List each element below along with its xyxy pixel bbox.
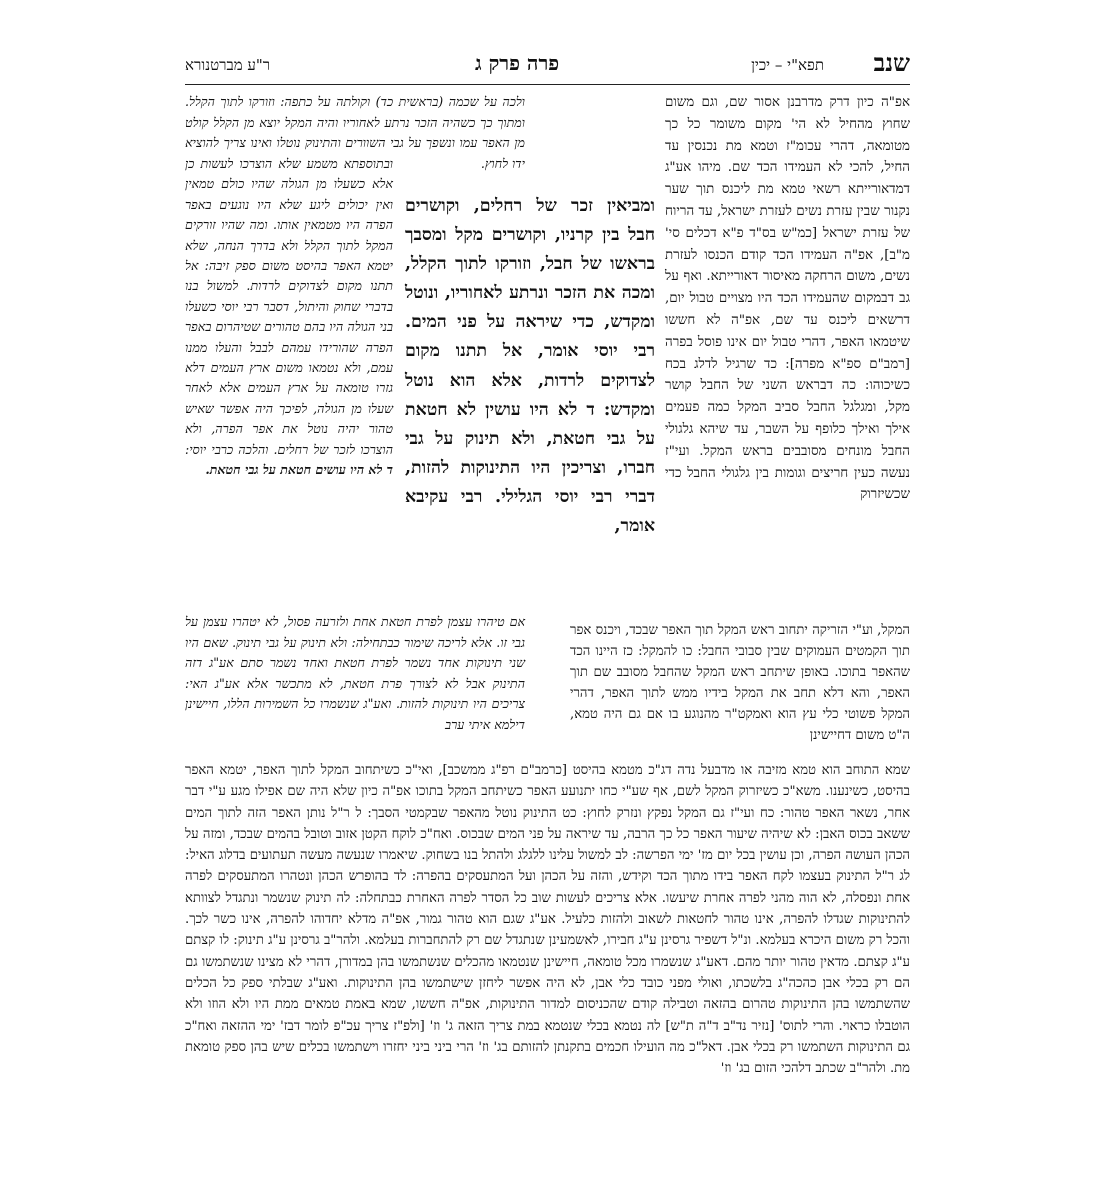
bartenura-side-column	[185, 154, 393, 604]
header-rule	[185, 84, 910, 85]
page-header	[185, 48, 910, 88]
bartenura-side-d-label: ד	[386, 462, 393, 478]
mishnah-text	[405, 192, 655, 612]
mishnah-section-d: לא היו עושין לא חטאת על גבי חטאת, ולא תינוק על גבי חברו, וצריכין היו התינוקות להזות, דברי רבי יוסי הגלילי. רבי עקיבא אומר,	[405, 399, 655, 537]
bartenura-top: ולכה על שכמה (בראשית כד) וקולתה על כתפה: וזורקו לתוך הקלל. ומתוך כך כשהיה הזכר נרתע לאחוריו והיה המקל יוצא מן הקלל קולט מן האפר עמו ונשפך על גבי השוורים והתינוק נוטלו ואינו צריך להוציא ידו לחוץ.	[185, 94, 525, 171]
header-commentary-right: ר"ע מברטנורא	[185, 56, 271, 74]
tiferet-yisrael-middle: המקל, וע"י הזריקה יתחוב ראש המקל תוך האפר שבכד, ויכנס אפר תוך הקמטים העמוקים שבין סבובי החבל: כו להמקל: כז היינו הכד שהאפר בתוכו. באופן שיתחב ראש המקל שהחבל מסובב שם תוך האפר, והא דלא תחב את המקל בידיו ממש לתוך האפר, דהרי המקל פשוטי כלי עץ הוא ואמקט"ר מהנוגע בו אם גם היה טמא, ה"ט משום דחיישינן	[570, 623, 910, 743]
tiferet-yisrael-top: אפ"ה כיון דרק מדרבנן אסור שם, וגם משום שחוץ מהחיל לא הי' מקום משומר כל כך מטומאה, דהרי עכומ"ז וטמא מת נכנסין עד החיל, להכי לא העמידו הכד שם. מיהו אע"ג דמדאורייתא רשאי טמא מת ליכנס תוך שער נקנור שבין עזרת נשים לעזרת ישראל, עד הריוח של עזרת ישראל [כמ"ש בס"ד פ"א דכלים סי' מ"ב], אפ"ה העמידו הכד קודם הכנסו לעזרת נשים, משום הרחקה מאיסור דאורייתא. ואף על גב דבמקום שהעמידו הכד היו מצויים טבול יום, דרשאים ליכנס עד שם, אפ"ה לא חששו שיטמאו האפר, דהרי טבול יום אינו פוסל בפרה [רמב"ם ספ"א מפרה]: כד שרגיל לדלג בכח כשיכוהו: כה דבראש השני של החבל קושר מקל, ומגלגל החבל סביב המקל כמה פעמים אילך ואילך כלופף על השבר, עד שיהא גלגולי החבל מונחים מסובבים בראש המקל. ועי"ז נעשה כעין חריצים וגומות בין גלגולי החבל כדי שכשיזרוק	[665, 95, 910, 503]
page-number: שנב	[873, 48, 910, 77]
header-commentary-left: תפא"י – יכין	[751, 56, 824, 74]
bartenura-side-d-text: לא היו עושים חטאת על גבי חטאת.	[205, 462, 383, 478]
bartenura-middle: אם טיהרו עצמן לפרת חטאת אחת ולזרעה פסול, לא יטהרו עצמן על גבי זו. אלא לריכה שימור כבתחילה: ולא תינוק על גבי תינוק. שאם היו שני תינוקות אחד נשמר לפרת חטאת ואחד נשמר סתם אע"ג דזה התינוק אבל לא לצורך פרת חטאת, לא מתכשר אלא אע"ג האי: צריכים היו תינוקות להזות. ואע"ג שנשמרו כל השמירות הללו, חיישינן דילמא איתי ערב	[185, 614, 525, 732]
mishnah-section-d-label: ד	[586, 399, 595, 420]
header-title: פרה פרק ג	[475, 51, 560, 75]
bartenura-side-text: ובתוספתא משמע שלא הוצרכו לעשות כן אלא כשעלו מן הגולה שהיו כולם טמאין ואין יכולים ליגע שלא היו נוגעים באפר הפרה היו מטמאין אותו. ומה שהיו זורקים המקל לתוך הקלל ולא בדרך הנחה, שלא יטמא האפר בהיסט משום ספק זיבה: אל תתנו מקום לצדוקים לרדות. למשול בנו בדברי שחוק והיתול, דסבר רבי יוסי כשעלו בני הגולה היו בהם טהורים שטיהרום באפר הפרה שהורידו עמהם לבבל והעלו ממנו עמם, ולא נטמאו משום ארץ העמים דלא גזרו טומאה על ארץ העמים אלא לאחר שעלו מן הגולה, לפיכך היה אפשר שאיש טהור יהיה נוטל את אפר הפרה, ולא הוצרכו לזכר של רחלים. והלכה כרבי יוסי:	[185, 156, 393, 457]
mishnah-body: ומביאין זכר של רחלים, וקושרים חבל בין קרניו, וקושרים מקל ומסבך בראשו של חבל, וזורקו לתוך הקלל, ומכה את הזכר ונרתע לאחוריו, ונוטל ומקדש, כדי שיראה על פני המים. רבי יוסי אומר, אל תתנו מקום לצדוקים לרדות, אלא הוא נוטל ומקדש:	[405, 196, 655, 420]
tiferet-yisrael-bottom: שמא התוחב הוא טמא מזיבה או מדבעל נדה דג"כ מטמא בהיסט [כרמב"ם רפ"ג ממשכב], ואי"כ כשיתחוב המקל לתוך האפר, יטמא האפר בהיסט, כשינענו. משא"כ כשיזרוק המקל לשם, אף שע"י כחו יתנועע האפר כשיתחב המקל בתוכו אפ"ה כיון שלא היה שם אפילו מגע ע"י דבר אחר, נשאר האפר טהור: כח ועי"ז גם המקל נפקץ ונזרק לחוץ: כט התינוק נוטל מהאפר שבקמטי הסבך: ל ר"ל נותן האפר הזה לתוך המים ששאב בכוס האבן: לא שיהיה שיעור האפר כל כך הרבה, עד שיראה על פני המים שבכוס. ואח"כ לוקח הקטן אזוב וטובל בהמים שבכד, ומזה על הכהן העושה הפרה, וכן עושין בכל יום מז' ימי הפרשה: לב למשול עלינו ללגלג ולהתל בנו בשחוק. שיאמרו שנעשה מעשה תעתועים בדלוג האיל: לג ר"ל התינוק בעצמו לקח האפר בידו מתוך הכד וקידש, והזה על הכהן ועל המתעסקים בהפרה: לד בהופרש הכהן ונטהרו המתעסקים לפרה אחת ונפסלה, לא הוה מהני לפרה אחרת שיעשו. אלא צריכים לעשות שוב כל הסדר לפרה האחרת כבתחלה: לה תינוק שנשמר ונתגדל לצוותא להתינוקות שגדלו להפרה, אינו טהור לחטאות לשאוב ולהזות כלעיל. אע"ג שגם הוא טהור גמור, אפ"ה מדלא יחדוהו להפרה, אינו כשר לכך. והכל רק משום היכרא בעלמא. ונ"ל דשפיר גרסינן ע"ג חבירו, לאשמעינן שנתגדל שם רק להתחברות בעלמא. ולהר"ב גרסינן ע"ג תינוק: לו קצתם ע"ג קצתם. מדאין טהור יותר מהם. דאע"ג שנשמרו מכל טומאה, חיישינן שנטמאו מהכלים שנשתמשו בהן במדורן, דהרי לא מצינו שנשתמשו גם הם רק בכלי אבן כהכה"ג בלשכתו, ואולי מפני כובד כלי אבן, לא היה אפשר ליחזן שישתמשו בהן התינוקות. ואע"ג שבלתי ספק כל הכלים שהשתמשו בהן התינוקות טהרום בהזאה וטבילה קודם שהכניסום למדור התינוקות, אפ"ה חששו, שמא באמת טמאים ממת היו ולא הוזו ולא הוטבלו כראוי. והרי לתוס' [נזיר נד"ב ד"ה ת"ש] לה נטמא בכלי שנטמא במת צריך הזאה ג' וז' [ולפ"ז צריך עכ"פ לומר דבז' ימי ההזאה ואח"כ גם התינוקות השתמשו רק בכלי אבן. דאל"כ מה הועילו חכמים בתקנתן להזותם בג' וז' הרי ביני ביני יחזרו וישתמשו בכלים שיש בהן ספק טומאת מת. ולהר"ב שכתב דלהכי הזום בג' וז'	[185, 763, 910, 1077]
